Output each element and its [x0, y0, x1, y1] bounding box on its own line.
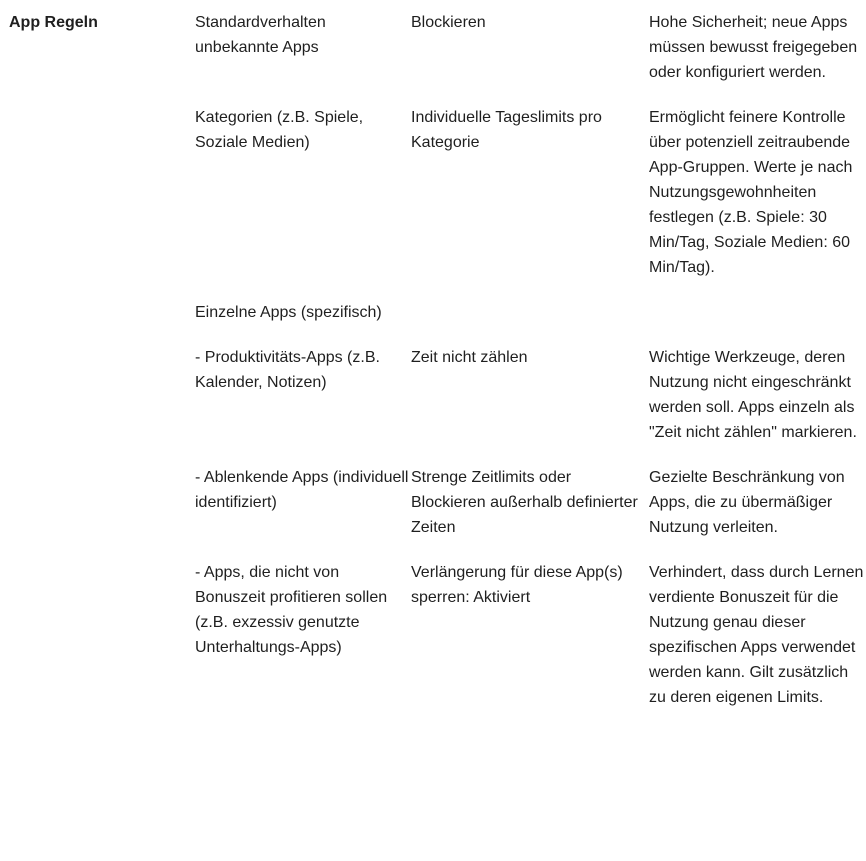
value-cell: Individuelle Tageslimits pro Kategorie [411, 109, 602, 151]
table-row [0, 345, 866, 445]
setting-cell: Kategorien (z.B. Spiele, Soziale Medien) [195, 109, 364, 151]
note-cell: Wichtige Werkzeuge, deren Nutzung nicht eingeschränkt werden soll. Apps einzeln als "Zeit nicht zählen" markieren. [649, 349, 857, 441]
value-cell: Zeit nicht zählen [411, 349, 528, 366]
note-cell: Verhindert, dass durch Lernen verdiente Bonuszeit für die Nutzung genau dieser spezifischen Apps verwendet werden kann. Gilt zusätzlich zu deren eigenen Limits. [649, 564, 864, 706]
section-label: App Regeln [9, 14, 98, 31]
table-row [0, 105, 866, 280]
value-cell: Verlängerung für diese App(s) sperren: Aktiviert [411, 564, 623, 606]
setting-cell: - Ablenkende Apps (individuell identifiziert) [195, 469, 409, 511]
setting-cell: Standardverhalten unbekannte Apps [195, 14, 326, 56]
setting-cell: - Produktivitäts-Apps (z.B. Kalender, Notizen) [195, 349, 380, 391]
note-cell: Hohe Sicherheit; neue Apps müssen bewusst freigegeben oder konfiguriert werden. [649, 14, 858, 81]
setting-cell: Einzelne Apps (spezifisch) [195, 304, 382, 321]
table-row [0, 10, 866, 85]
value-cell: Blockieren [411, 14, 486, 31]
note-cell: Ermöglicht feinere Kontrolle über potenziell zeitraubende App-Gruppen. Werte je nach Nutzungsgewohnheiten festlegen (z.B. Spiele: 30 Min/Tag, Soziale Medien: 60 Min/Tag). [649, 109, 853, 276]
table-row [0, 560, 866, 710]
setting-cell: - Apps, die nicht von Bonuszeit profitieren sollen (z.B. exzessiv genutzte Unterhaltungs-Apps) [195, 564, 388, 656]
note-cell: Gezielte Beschränkung von Apps, die zu übermäßiger Nutzung verleiten. [649, 469, 845, 536]
table-row [0, 300, 866, 325]
app-rules-table [0, 10, 866, 710]
value-cell: Strenge Zeitlimits oder Blockieren außerhalb definierter Zeiten [411, 469, 638, 536]
table-row [0, 465, 866, 540]
